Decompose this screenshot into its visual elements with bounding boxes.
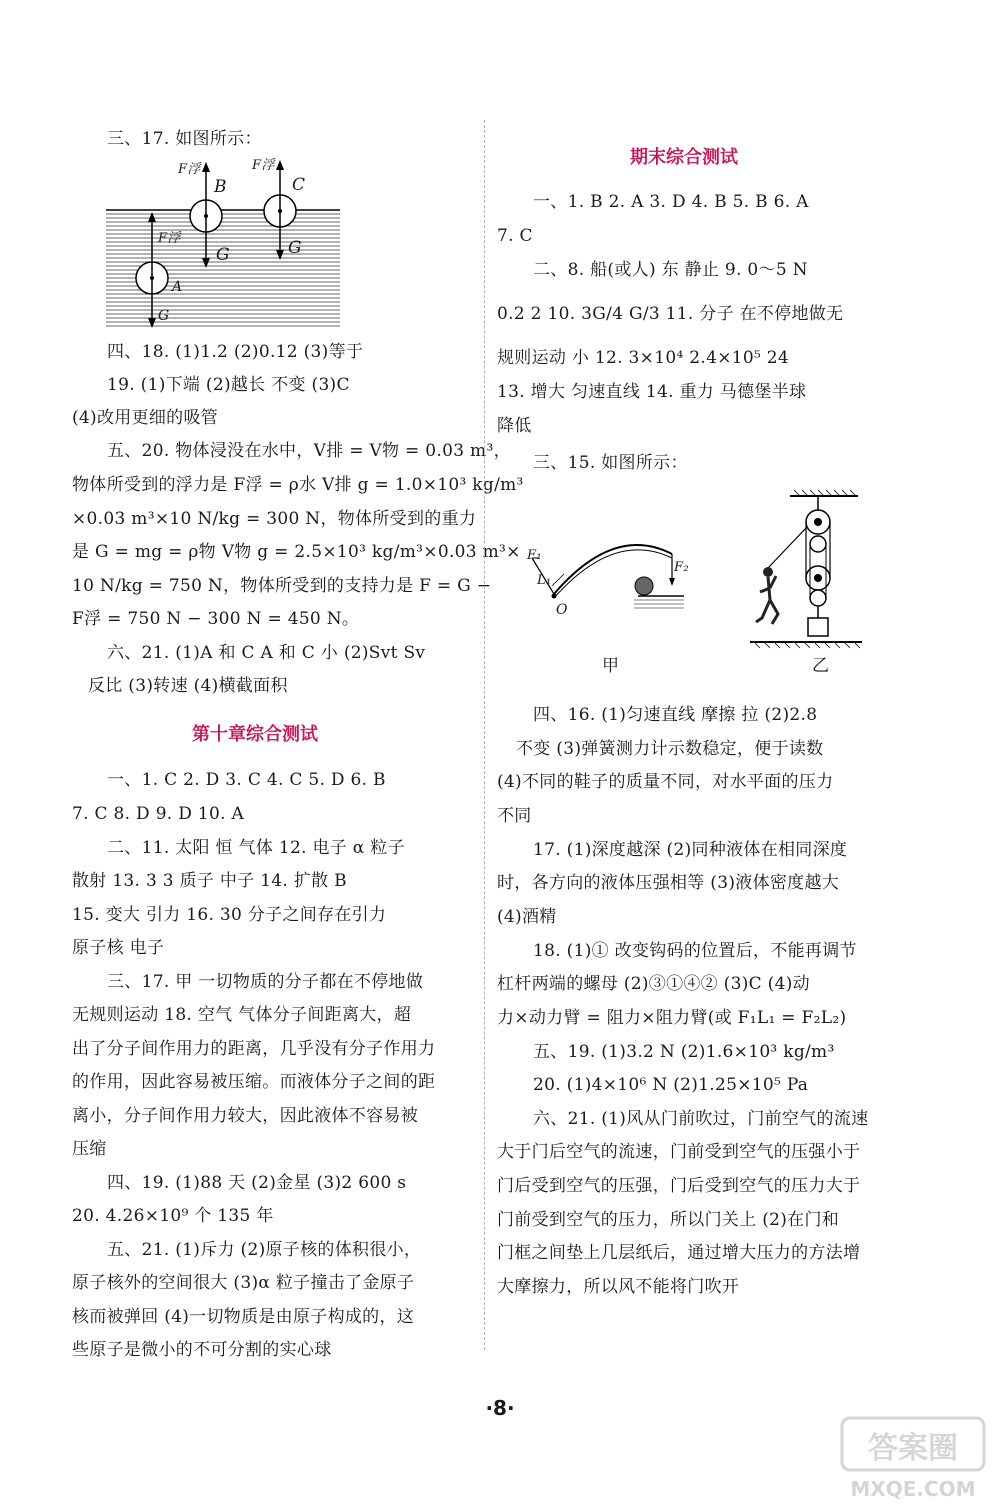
fig-label-c: C [292, 175, 306, 195]
right2-line-17: 大摩擦力，所以风不能将门吹开 [497, 1277, 740, 1297]
right2-line-7: 18. (1)① 改变钩码的位置后，不能再调节 [533, 941, 857, 961]
right2-line-1: 不变 (3)弹簧测力计示数稳定，便于读数 [516, 739, 824, 759]
fig-label-g-b: G [216, 245, 230, 265]
left2-line-9: 的作用，因此容易被压缩。而液体分子之间的距 [72, 1072, 436, 1092]
left2-line-11: 压缩 [72, 1139, 107, 1159]
right2-line-10: 五、19. (1)3.2 N (2)1.6×10³ kg/m³ [533, 1042, 835, 1062]
left-line-6: ×0.03 m³×10 N/kg = 300 N，物体所受到的重力 [72, 509, 477, 529]
right2-line-14: 门后受到空气的压强，门后受到空气的压力大于 [497, 1176, 861, 1196]
fig-label-o: O [556, 602, 568, 618]
right2-line-13: 大于门后空气的流速，门前受到空气的压强小于 [497, 1142, 861, 1162]
right2-line-11: 20. (1)4×10⁶ N (2)1.25×10⁵ Pa [533, 1075, 809, 1095]
fig-label-f1: F₁ [527, 548, 542, 563]
left2-line-7: 无规则运动 18. 空气 气体分子间距离大，超 [72, 1005, 412, 1025]
left2-line-8: 出了分子间作用力的距离，几乎没有分子作用力 [72, 1039, 436, 1059]
right-line-4: 规则运动 小 12. 3×10⁴ 2.4×10⁵ 24 [497, 348, 790, 368]
left2-line-13: 20. 4.26×10⁹ 个 135 年 [72, 1206, 274, 1226]
fig-label-b: B [214, 177, 227, 197]
left-line-4: 五、20. 物体浸没在水中，V排 = V物 = 0.03 m³， [107, 441, 511, 461]
right2-line-9: 力×动力臂 = 阻力×阻力臂(或 F₁L₁ = F₂L₂) [497, 1008, 847, 1028]
section-title-chapter10: 第十章综合测试 [192, 724, 318, 745]
left-line-0: 三、17. 如图所示： [107, 129, 262, 149]
right2-line-5: 时，各方向的液体压强相等 (3)液体密度越大 [497, 873, 840, 893]
right2-line-6: (4)酒精 [497, 907, 557, 927]
left-line-2: 19. (1)下端 (2)越长 不变 (3)C [107, 375, 350, 395]
left2-line-3: 散射 13. 3 3 质子 中子 14. 扩散 B [72, 871, 347, 891]
left2-line-16: 核而被弹回 (4)一切物质是由原子构成的，这 [72, 1307, 415, 1327]
fig-label-l1: L₁ [537, 573, 552, 588]
fig-label-f2: F₂ [674, 560, 689, 575]
left2-line-12: 四、19. (1)88 天 (2)金星 (3)2 600 s [107, 1173, 407, 1193]
fig-label-jia: 甲 [602, 656, 620, 676]
right-line-6: 降低 [497, 416, 532, 436]
right-line-3: 0.2 2 10. 3G/4 G/3 11. 分子 在不停地做无 [497, 304, 844, 324]
right2-line-0: 四、16. (1)匀速直线 摩擦 拉 (2)2.8 [533, 705, 818, 725]
left-line-10: 六、21. (1)A 和 C A 和 C 小 (2)Svt Sv [107, 643, 426, 663]
left2-line-14: 五、21. (1)斥力 (2)原子核的体积很小， [107, 1240, 422, 1260]
right2-line-16: 门框之间垫上几层纸后，通过增大压力的方法增 [497, 1243, 861, 1263]
left-line-7: 是 G = mg = ρ物 V物 g = 2.5×10³ kg/m³×0.03 m³× [72, 542, 521, 562]
left2-line-15: 原子核外的空间很大 (3)α 粒子撞击了金原子 [72, 1273, 415, 1293]
left-line-3: (4)改用更细的吸管 [72, 408, 219, 428]
left-line-8: 10 N/kg = 750 N，物体所受到的支持力是 F = G − [72, 576, 492, 596]
fig-label-f-float-a: F浮 [158, 231, 181, 246]
fig-label-a: A [172, 279, 183, 295]
left-line-9: F浮 = 750 N − 300 N = 450 N。 [72, 609, 360, 629]
left2-line-17: 些原子是微小的不可分割的实心球 [72, 1340, 332, 1360]
left2-line-10: 离小，分子间作用力较大，因此液体不容易被 [72, 1106, 418, 1126]
fig-label-yi: 乙 [812, 656, 830, 676]
left2-line-5: 原子核 电子 [72, 938, 165, 958]
svg-text:答案圈: 答案圈 [868, 1431, 958, 1466]
right-line-5: 13. 增大 匀速直线 14. 重力 马德堡半球 [497, 382, 807, 402]
fig-label-f-float-b: F浮 [178, 162, 201, 177]
right-line-1: 7. C [497, 226, 533, 246]
fig-label-g-a: G [158, 308, 170, 324]
svg-text:MXQE.COM: MXQE.COM [850, 1477, 976, 1501]
left-line-5: 物体所受到的浮力是 F浮 = ρ水 V排 g = 1.0×10³ kg/m³ [72, 475, 524, 495]
left2-line-2: 二、11. 太阳 恒 气体 12. 电子 α 粒子 [107, 838, 405, 858]
watermark-logo [838, 1412, 988, 1504]
left2-line-0: 一、1. C 2. D 3. C 4. C 5. D 6. B [107, 770, 386, 790]
left-line-11: 反比 (3)转速 (4)横截面积 [88, 676, 288, 696]
left2-line-1: 7. C 8. D 9. D 10. A [72, 804, 245, 824]
right-line-7: 三、15. 如图所示： [533, 453, 688, 473]
fig-label-f-float-c: F浮 [252, 158, 275, 173]
right2-line-3: 不同 [497, 806, 532, 826]
section-title-final: 期末综合测试 [630, 147, 738, 168]
right-line-2: 二、8. 船(或人) 东 静止 9. 0～5 N [533, 260, 808, 280]
right2-line-8: 杠杆两端的螺母 (2)③①④② (3)C (4)动 [497, 974, 810, 994]
right2-line-4: 17. (1)深度越深 (2)同种液体在相同深度 [533, 840, 848, 860]
right2-line-12: 六、21. (1)风从门前吹过，门前空气的流速 [533, 1109, 869, 1129]
pulley-figure-yi [750, 488, 870, 658]
column-divider [484, 120, 485, 1350]
left-line-1: 四、18. (1)1.2 (2)0.12 (3)等于 [107, 342, 364, 362]
right-line-0: 一、1. B 2. A 3. D 4. B 5. B 6. A [533, 192, 809, 212]
right2-line-15: 门前受到空气的压力，所以门关上 (2)在门和 [497, 1210, 840, 1230]
right2-line-2: (4)不同的鞋子的质量不同，对水平面的压力 [497, 772, 834, 792]
left2-line-6: 三、17. 甲 一切物质的分子都在不停地做 [107, 972, 424, 992]
fig-label-g-c: G [288, 238, 302, 258]
left2-line-4: 15. 变大 引力 16. 30 分子之间存在引力 [72, 905, 387, 925]
page-number: ·8· [485, 1396, 515, 1420]
